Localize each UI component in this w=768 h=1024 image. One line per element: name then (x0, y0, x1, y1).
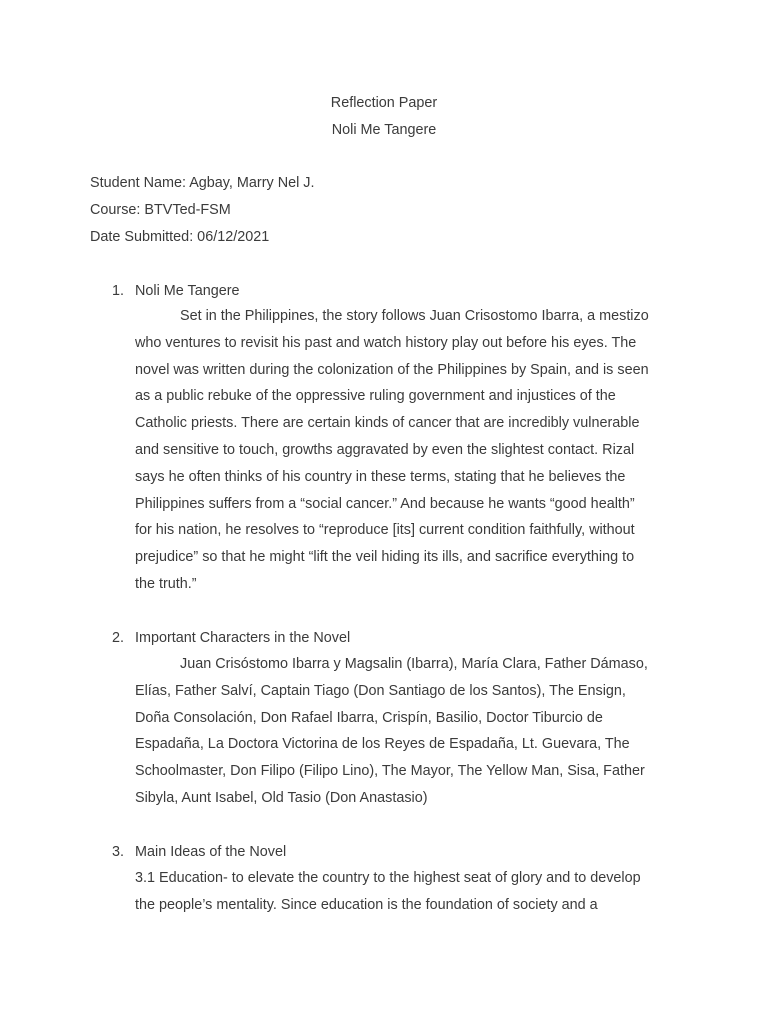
document-subtitle: Noli Me Tangere (331, 122, 437, 138)
course: Course: BTVTed-FSM (90, 202, 231, 218)
section-body (135, 651, 680, 812)
section-body (135, 865, 680, 919)
paragraph-line: 3.1 Education- to elevate the country to the highest seat of glory and to develop (135, 870, 641, 886)
paragraph-line: Catholic priests. There are certain kinds of cancer that are incredibly vulnerable (135, 415, 640, 432)
paragraph-line: and sensitive to touch, growths aggravated by even the slightest contact. Rizal (135, 441, 635, 458)
paragraph-line: Sibyla, Aunt Isabel, Old Tasio (Don Anastasio) (135, 789, 428, 806)
section-number: 2. (112, 630, 125, 646)
section-heading (112, 629, 350, 647)
paragraph-line: the people’s mentality. Since education is the foundation of society and a (135, 896, 598, 913)
date-submitted: Date Submitted: 06/12/2021 (90, 229, 270, 245)
paragraph-line: Juan Crisóstomo Ibarra y Magsalin (Ibarra), María Clara, Father Dámaso, (180, 656, 648, 672)
section-title: Important Characters in the Novel (135, 630, 351, 646)
paragraph-line: Espadaña, La Doctora Victorina de los Reyes de Espadaña, Lt. Guevara, The (135, 736, 630, 753)
paragraph-line: who ventures to revisit his past and watch history play out before his eyes. The (135, 334, 637, 351)
paragraph-line: Philippines suffers from a “social cancer.” And because he wants “good health” (135, 495, 635, 512)
paragraph-line: as a public rebuke of the oppressive ruling government and injustices of the (135, 388, 616, 405)
paragraph-line: says he often thinks of his country in these terms, stating that he believes the (135, 468, 626, 485)
paragraph-line: Doña Consolación, Don Rafael Ibarra, Crispín, Basilio, Doctor Tiburcio de (135, 709, 603, 726)
section-number: 3. (112, 844, 125, 860)
section-body (135, 303, 680, 598)
section-heading (112, 282, 240, 300)
paragraph-line: prejudice” so that he might “lift the veil hiding its ills, and sacrifice everything to (135, 549, 635, 566)
section-number: 1. (112, 283, 125, 299)
section-title: Main Ideas of the Novel (135, 844, 287, 860)
paragraph-line: novel was written during the colonization of the Philippines by Spain, and is seen (135, 361, 649, 378)
paragraph-line: Set in the Philippines, the story follows Juan Crisostomo Ibarra, a mestizo (180, 308, 649, 324)
paragraph-line: the truth.” (135, 575, 197, 592)
paragraph-line: Schoolmaster, Don Filipo (Filipo Lino), The Mayor, The Yellow Man, Sisa, Father (135, 763, 645, 780)
section-heading (112, 843, 286, 861)
document-title: Reflection Paper (330, 95, 438, 111)
paragraph-line: Elías, Father Salví, Captain Tiago (Don Santiago de los Santos), The Ensign, (135, 682, 626, 699)
student-name: Student Name: Agbay, Marry Nel J. (90, 175, 315, 191)
section-title: Noli Me Tangere (135, 283, 240, 299)
paragraph-line: for his nation, he resolves to “reproduce [its] current condition faithfully, without (135, 522, 635, 539)
